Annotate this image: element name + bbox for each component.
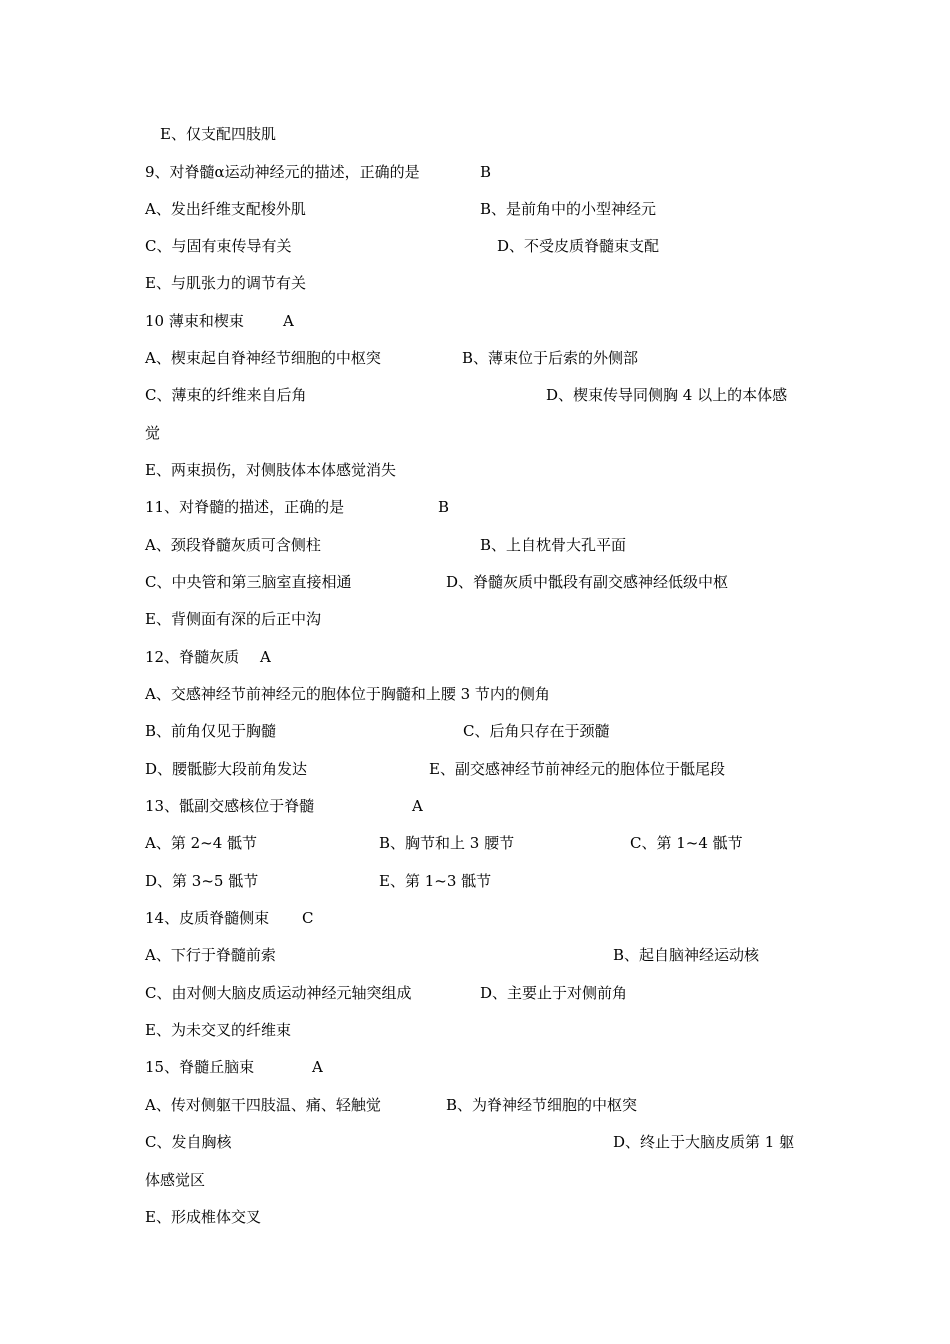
- answer-13: A: [412, 797, 423, 815]
- option-e-q15: E、形成椎体交叉: [145, 1208, 261, 1226]
- option-d-q14: D、主要止于对侧前角: [480, 984, 628, 1002]
- question-9: 9、对脊髓α运动神经元的描述，正确的是: [145, 163, 420, 181]
- option-d-q12: D、腰骶膨大段前角发达: [145, 760, 308, 778]
- question-10: 10 薄束和楔束: [145, 312, 244, 330]
- option-a-q11: A、颈段脊髓灰质可含侧柱: [145, 536, 321, 554]
- option-e-q12: E、副交感神经节前神经元的胞体位于骶尾段: [429, 760, 725, 778]
- option-c-q9: C、与固有束传导有关: [145, 237, 292, 255]
- option-c-q11: C、中央管和第三脑室直接相通: [145, 573, 352, 591]
- option-b-q13: B、胸节和上 3 腰节: [379, 834, 515, 852]
- option-e-q11: E、背侧面有深的后正中沟: [145, 610, 321, 628]
- option-d-q13: D、第 3~5 骶节: [145, 872, 259, 890]
- option-d-q15: D、终止于大脑皮质第 1 躯: [613, 1133, 795, 1151]
- option-e-q13: E、第 1~3 骶节: [379, 872, 492, 890]
- option-e-q10: E、两束损伤，对侧肢体本体感觉消失: [145, 461, 396, 479]
- option-e-q9: E、与肌张力的调节有关: [145, 274, 306, 292]
- question-13: 13、骶副交感核位于脊髓: [145, 797, 315, 815]
- option-a-q13: A、第 2~4 骶节: [145, 834, 258, 852]
- answer-9: B: [480, 163, 492, 181]
- option-b-q10: B、薄束位于后索的外侧部: [462, 349, 639, 367]
- option-a-q14: A、下行于脊髓前索: [145, 946, 276, 964]
- option-a-q10: A、楔束起自脊神经节细胞的中枢突: [145, 349, 381, 367]
- option-a-q12: A、交感神经节前神经元的胞体位于胸髓和上腰 3 节内的侧角: [145, 685, 550, 703]
- question-12: 12、脊髓灰质: [145, 648, 240, 666]
- option-c-q13: C、第 1~4 骶节: [630, 834, 743, 852]
- option-a-q15: A、传对侧躯干四肢温、痛、轻触觉: [145, 1096, 381, 1114]
- option-b-q15: B、为脊神经节细胞的中枢突: [446, 1096, 638, 1114]
- answer-12: A: [260, 648, 271, 666]
- answer-10: A: [283, 312, 294, 330]
- option-b-q14: B、起自脑神经运动核: [613, 946, 760, 964]
- option-a-q9: A、发出纤维支配梭外肌: [145, 200, 306, 218]
- answer-15: A: [312, 1058, 323, 1076]
- option-d-q10: D、楔束传导同侧胸 4 以上的本体感: [546, 386, 788, 404]
- question-15: 15、脊髓丘脑束: [145, 1058, 255, 1076]
- option-c-q15: C、发自胸核: [145, 1133, 232, 1151]
- option-c-q10: C、薄束的纤维来自后角: [145, 386, 307, 404]
- answer-11: B: [438, 498, 450, 516]
- option-b-q12: B、前角仅见于胸髓: [145, 722, 277, 740]
- option-d-q15-continued: 体感觉区: [145, 1171, 206, 1189]
- option-d-q10-continued: 觉: [145, 424, 161, 442]
- answer-14: C: [302, 909, 314, 927]
- option-c-q14: C、由对侧大脑皮质运动神经元轴突组成: [145, 984, 412, 1002]
- question-11: 11、对脊髓的描述，正确的是: [145, 498, 345, 516]
- option-d-q11: D、脊髓灰质中骶段有副交感神经低级中枢: [446, 573, 729, 591]
- question-14: 14、皮质脊髓侧束: [145, 909, 270, 927]
- option-d-q9: D、不受皮质脊髓束支配: [497, 237, 660, 255]
- option-e-q8: E、仅支配四肢肌: [160, 125, 276, 143]
- option-e-q14: E、为未交叉的纤维束: [145, 1021, 291, 1039]
- option-b-q9: B、是前角中的小型神经元: [480, 200, 657, 218]
- option-c-q12: C、后角只存在于颈髓: [463, 722, 610, 740]
- option-b-q11: B、上自枕骨大孔平面: [480, 536, 627, 554]
